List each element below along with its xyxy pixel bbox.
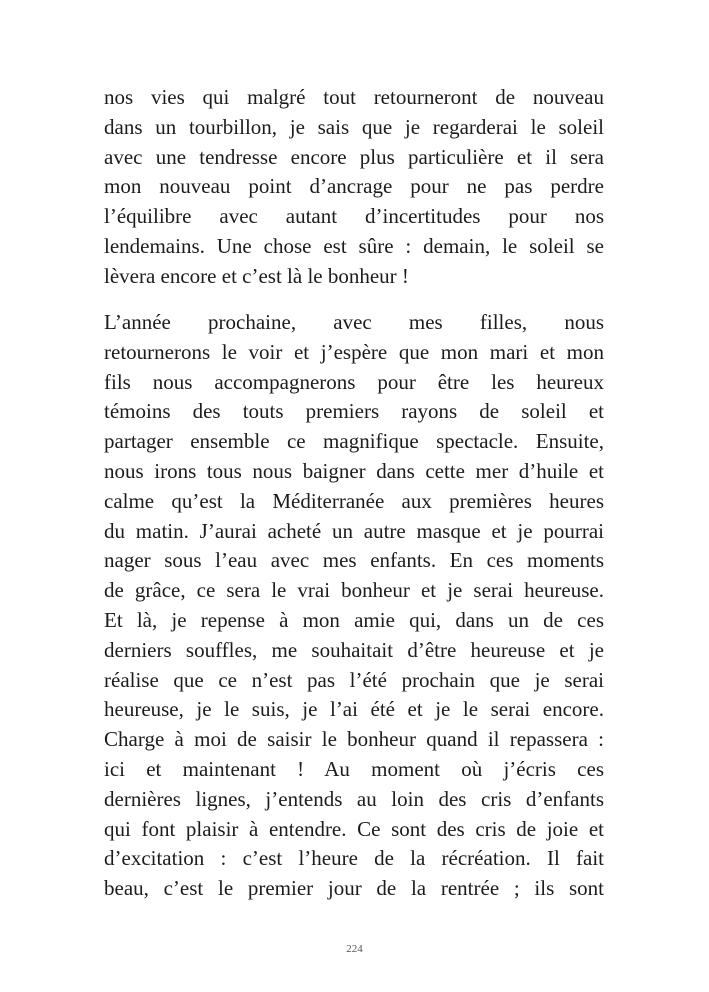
paragraph-2 <box>104 308 604 904</box>
text-line: heureuse, je le suis, je l’ai été et je le serai encore. <box>104 697 604 722</box>
text-line: qui font plaisir à entendre. Ce sont des cris de joie et <box>104 816 604 841</box>
text-line: d’excitation : c’est l’heure de la récréation. Il fait <box>104 846 604 871</box>
text-line: de grâce, ce sera le vrai bonheur et je serai heureuse. <box>104 578 604 603</box>
text-line: avec une tendresse encore plus particulière et il sera <box>104 144 604 169</box>
text-line: mon nouveau point d’ancrage pour ne pas perdre <box>104 174 604 199</box>
paragraph-1 <box>104 83 604 292</box>
text-line: derniers souffles, me souhaitait d’être heureuse et je <box>104 637 604 662</box>
text-line: beau, c’est le premier jour de la rentrée ; ils sont <box>104 876 604 901</box>
text-line: du matin. J’aurai acheté un autre masque et je pourrai <box>104 518 604 543</box>
text-line: lèvera encore et c’est là le bonheur ! <box>104 263 409 288</box>
page-number: 224 <box>346 943 363 955</box>
text-line: l’équilibre avec autant d’incertitudes pour nos <box>104 204 604 229</box>
text-line: dernières lignes, j’entends au loin des cris d’enfants <box>104 786 604 811</box>
text-line: fils nous accompagnerons pour être les heureux <box>104 369 604 394</box>
text-line: réalise que ce n’est pas l’été prochain que je serai <box>104 667 604 692</box>
text-line: lendemains. Une chose est sûre : demain, le soleil se <box>104 233 604 258</box>
text-line: ici et maintenant ! Au moment où j’écris ces <box>104 756 604 781</box>
text-line: Et là, je repense à mon amie qui, dans un de ces <box>104 607 604 632</box>
text-line: retournerons le voir et j’espère que mon mari et mon <box>104 339 604 364</box>
text-line: témoins des touts premiers rayons de soleil et <box>104 399 604 424</box>
text-line: nager sous l’eau avec mes enfants. En ces moments <box>104 548 604 573</box>
text-line: L’année prochaine, avec mes filles, nous <box>104 310 604 334</box>
text-line: dans un tourbillon, je sais que je regarderai le soleil <box>104 114 604 139</box>
text-line: nous irons tous nous baigner dans cette mer d’huile et <box>104 458 604 483</box>
text-line: partager ensemble ce magnifique spectacle. Ensuite, <box>104 429 604 454</box>
text-line: nos vies qui malgré tout retourneront de nouveau <box>104 85 604 109</box>
text-line: Charge à moi de saisir le bonheur quand il repassera : <box>104 727 604 752</box>
text-line: calme qu’est la Méditerranée aux premières heures <box>104 488 604 513</box>
